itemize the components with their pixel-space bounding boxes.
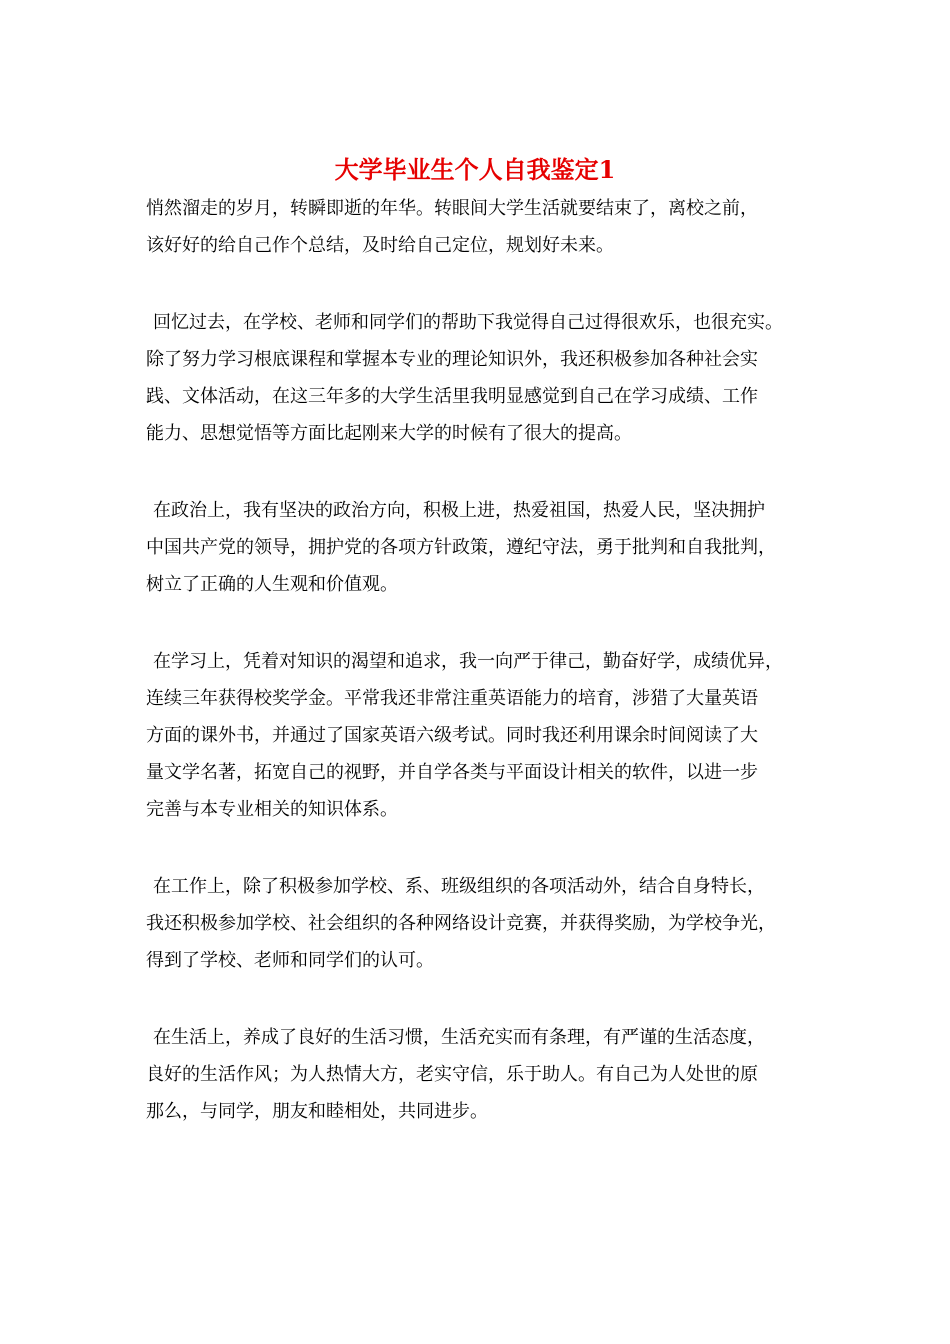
text-line: 我还积极参加学校、社会组织的各种网络设计竞赛，并获得奖励，为学校争光，	[146, 913, 776, 934]
document-body	[146, 190, 846, 1170]
text-line: 方面的课外书，并通过了国家英语六级考试。同时我还利用课余时间阅读了大	[146, 725, 758, 746]
text-line: 能力、思想觉悟等方面比起刚来大学的时候有了很大的提高。	[146, 423, 632, 444]
paragraph-politics	[146, 492, 846, 603]
text-line: 完善与本专业相关的知识体系。	[146, 799, 398, 820]
text-line: 除了努力学习根底课程和掌握本专业的理论知识外，我还积极参加各种社会实	[146, 349, 758, 370]
text-line: 良好的生活作风；为人热情大方，老实守信，乐于助人。有自己为人处世的原	[146, 1064, 758, 1085]
paragraph-study	[146, 643, 846, 828]
paragraph-work	[146, 868, 846, 979]
text-line: 践、文体活动，在这三年多的大学生活里我明显感觉到自己在学习成绩、工作	[146, 386, 758, 407]
paragraph-intro	[146, 190, 846, 264]
text-line: 回忆过去，在学校、老师和同学们的帮助下我觉得自己过得很欢乐，也很充实。	[153, 312, 783, 333]
document-title: 大学毕业生个人自我鉴定1	[334, 155, 616, 184]
paragraph-review	[146, 304, 846, 452]
text-line: 悄然溜走的岁月，转瞬即逝的年华。转眼间大学生活就要结束了，离校之前，	[146, 198, 758, 219]
text-line: 连续三年获得校奖学金。平常我还非常注重英语能力的培育，涉猎了大量英语	[146, 688, 758, 709]
text-line: 中国共产党的领导，拥护党的各项方针政策，遵纪守法，勇于批判和自我批判，	[146, 537, 776, 558]
text-line: 量文学名著，拓宽自己的视野，并自学各类与平面设计相关的软件，以进一步	[146, 762, 758, 783]
text-line: 树立了正确的人生观和价值观。	[146, 574, 398, 595]
text-line: 得到了学校、老师和同学们的认可。	[146, 950, 434, 971]
text-line: 在政治上，我有坚决的政治方向，积极上进，热爱祖国，热爱人民，坚决拥护	[153, 500, 765, 521]
text-line: 那么，与同学，朋友和睦相处，共同进步。	[146, 1101, 488, 1122]
text-line: 该好好的给自己作个总结，及时给自己定位，规划好未来。	[146, 235, 614, 256]
text-line: 在工作上，除了积极参加学校、系、班级组织的各项活动外，结合自身特长，	[153, 876, 765, 897]
text-line: 在生活上，养成了良好的生活习惯，生活充实而有条理，有严谨的生活态度，	[153, 1027, 765, 1048]
paragraph-life	[146, 1019, 846, 1130]
text-line: 在学习上，凭着对知识的渴望和追求，我一向严于律己，勤奋好学，成绩优异，	[153, 651, 783, 672]
